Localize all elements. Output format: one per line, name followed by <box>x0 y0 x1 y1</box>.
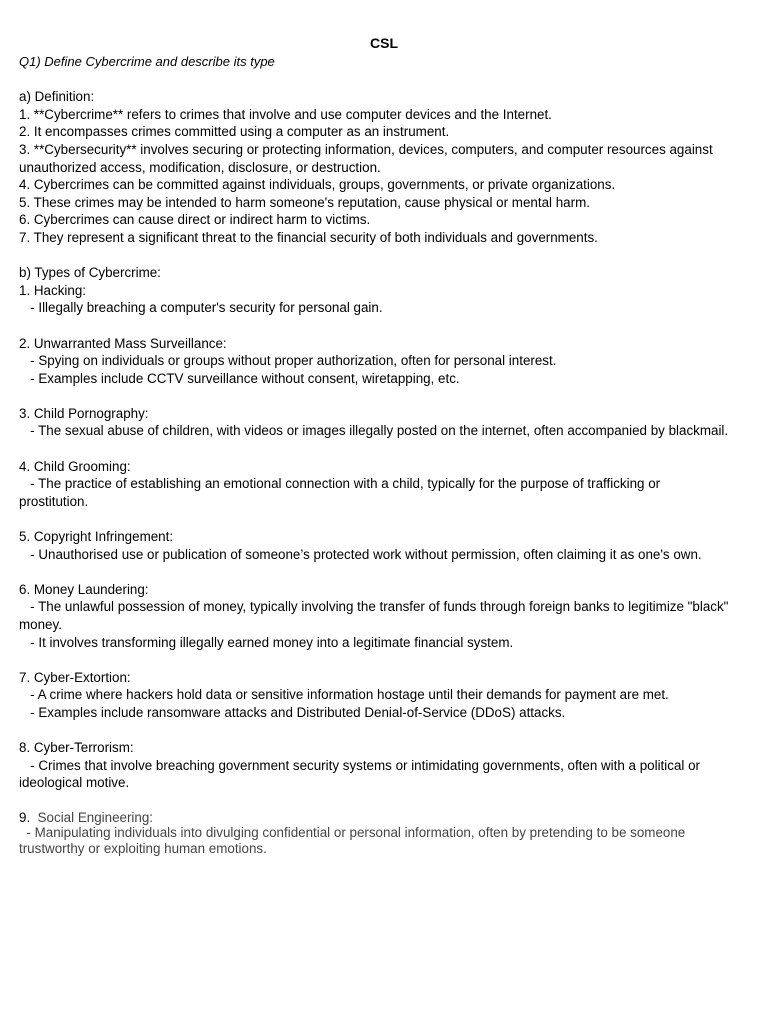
spacer <box>19 651 731 669</box>
type-title-text: Social Engineering: <box>37 809 154 825</box>
question-heading: Q1) Define Cybercrime and describe its type <box>19 54 275 69</box>
spacer <box>19 563 731 581</box>
spacer <box>19 71 731 89</box>
type-title: 7. Cyber-Extortion: <box>19 669 131 685</box>
type-point: - The practice of establishing an emotional connection with a child, typically for the purpose of trafficking or prostitution. <box>19 476 664 509</box>
type-point: - Illegally breaching a computer's security for personal gain. <box>19 300 383 316</box>
definition-item: 5. These crimes may be intended to harm someone's reputation, cause physical or mental harm. <box>19 194 590 210</box>
definition-item: 6. Cybercrimes can cause direct or indirect harm to victims. <box>19 212 371 228</box>
type-item-child-grooming <box>19 458 731 511</box>
spacer <box>19 792 731 810</box>
type-point: - Spying on individuals or groups without proper authorization, often for personal interest. <box>19 353 557 369</box>
type-item-child-pornography <box>19 405 731 440</box>
type-title <box>19 810 731 826</box>
type-title: 1. Hacking: <box>19 282 86 298</box>
type-title: 4. Child Grooming: <box>19 458 131 474</box>
type-title: 3. Child Pornography: <box>19 405 149 421</box>
definition-item: 1. **Cybercrime** refers to crimes that involve and use computer devices and the Internet. <box>19 106 552 122</box>
type-point: - Examples include CCTV surveillance without consent, wiretapping, etc. <box>19 370 460 386</box>
spacer <box>19 440 731 458</box>
type-title: 8. Cyber-Terrorism: <box>19 740 134 756</box>
type-title: 2. Unwarranted Mass Surveillance: <box>19 335 227 351</box>
definition-item: 4. Cybercrimes can be committed against individuals, groups, governments, or private organizations. <box>19 177 616 193</box>
type-title: 6. Money Laundering: <box>19 581 149 597</box>
types-heading: b) Types of Cybercrime: <box>19 265 161 281</box>
definition-item: 3. **Cybersecurity** involves securing or protecting information, devices, computers, and computer resources against unauthorized access, modification, disclosure, or destruction. <box>19 141 717 175</box>
type-item-hacking <box>19 282 731 317</box>
spacer <box>19 247 731 265</box>
definition-section <box>19 88 731 246</box>
type-item-surveillance <box>19 335 731 388</box>
type-point: - Examples include ransomware attacks and Distributed Denial-of-Service (DDoS) attacks. <box>19 704 566 720</box>
type-point: - The unlawful possession of money, typically involving the transfer of funds through foreign banks to legitimize "black" money. <box>19 599 733 632</box>
type-title: 5. Copyright Infringement: <box>19 529 174 545</box>
type-point: - Manipulating individuals into divulging confidential or personal information, often by pretending to be someone trustworthy or exploiting human emotions. <box>19 825 689 856</box>
type-item-copyright <box>19 528 731 563</box>
spacer <box>19 510 731 528</box>
definition-item: 7. They represent a significant threat to the financial security of both individuals and governments. <box>19 229 598 245</box>
type-point: - It involves transforming illegally earned money into a legitimate financial system. <box>19 634 514 650</box>
spacer <box>19 722 731 740</box>
spacer <box>19 387 731 405</box>
spacer <box>19 317 731 335</box>
definition-item: 2. It encompasses crimes committed using a computer as an instrument. <box>19 124 450 140</box>
type-point: - The sexual abuse of children, with videos or images illegally posted on the internet, often accompanied by blackmail. <box>19 423 729 439</box>
type-item-cyber-extortion <box>19 669 731 722</box>
document-title: CSL <box>370 35 398 51</box>
type-point: - A crime where hackers hold data or sensitive information hostage until their demands for payment are met. <box>19 687 669 703</box>
type-item-social-engineering <box>19 810 731 857</box>
type-point: - Crimes that involve breaching government security systems or intimidating governments, often with a political or ideological motive. <box>19 757 704 791</box>
document-page <box>19 33 731 856</box>
type-item-money-laundering <box>19 581 731 651</box>
definition-heading: a) Definition: <box>19 89 95 105</box>
type-point: - Unauthorised use or publication of someone’s protected work without permission, often claiming it as one's own. <box>19 546 702 562</box>
type-item-cyber-terrorism <box>19 739 731 792</box>
types-section <box>19 264 731 856</box>
type-number: 9. <box>19 809 31 825</box>
